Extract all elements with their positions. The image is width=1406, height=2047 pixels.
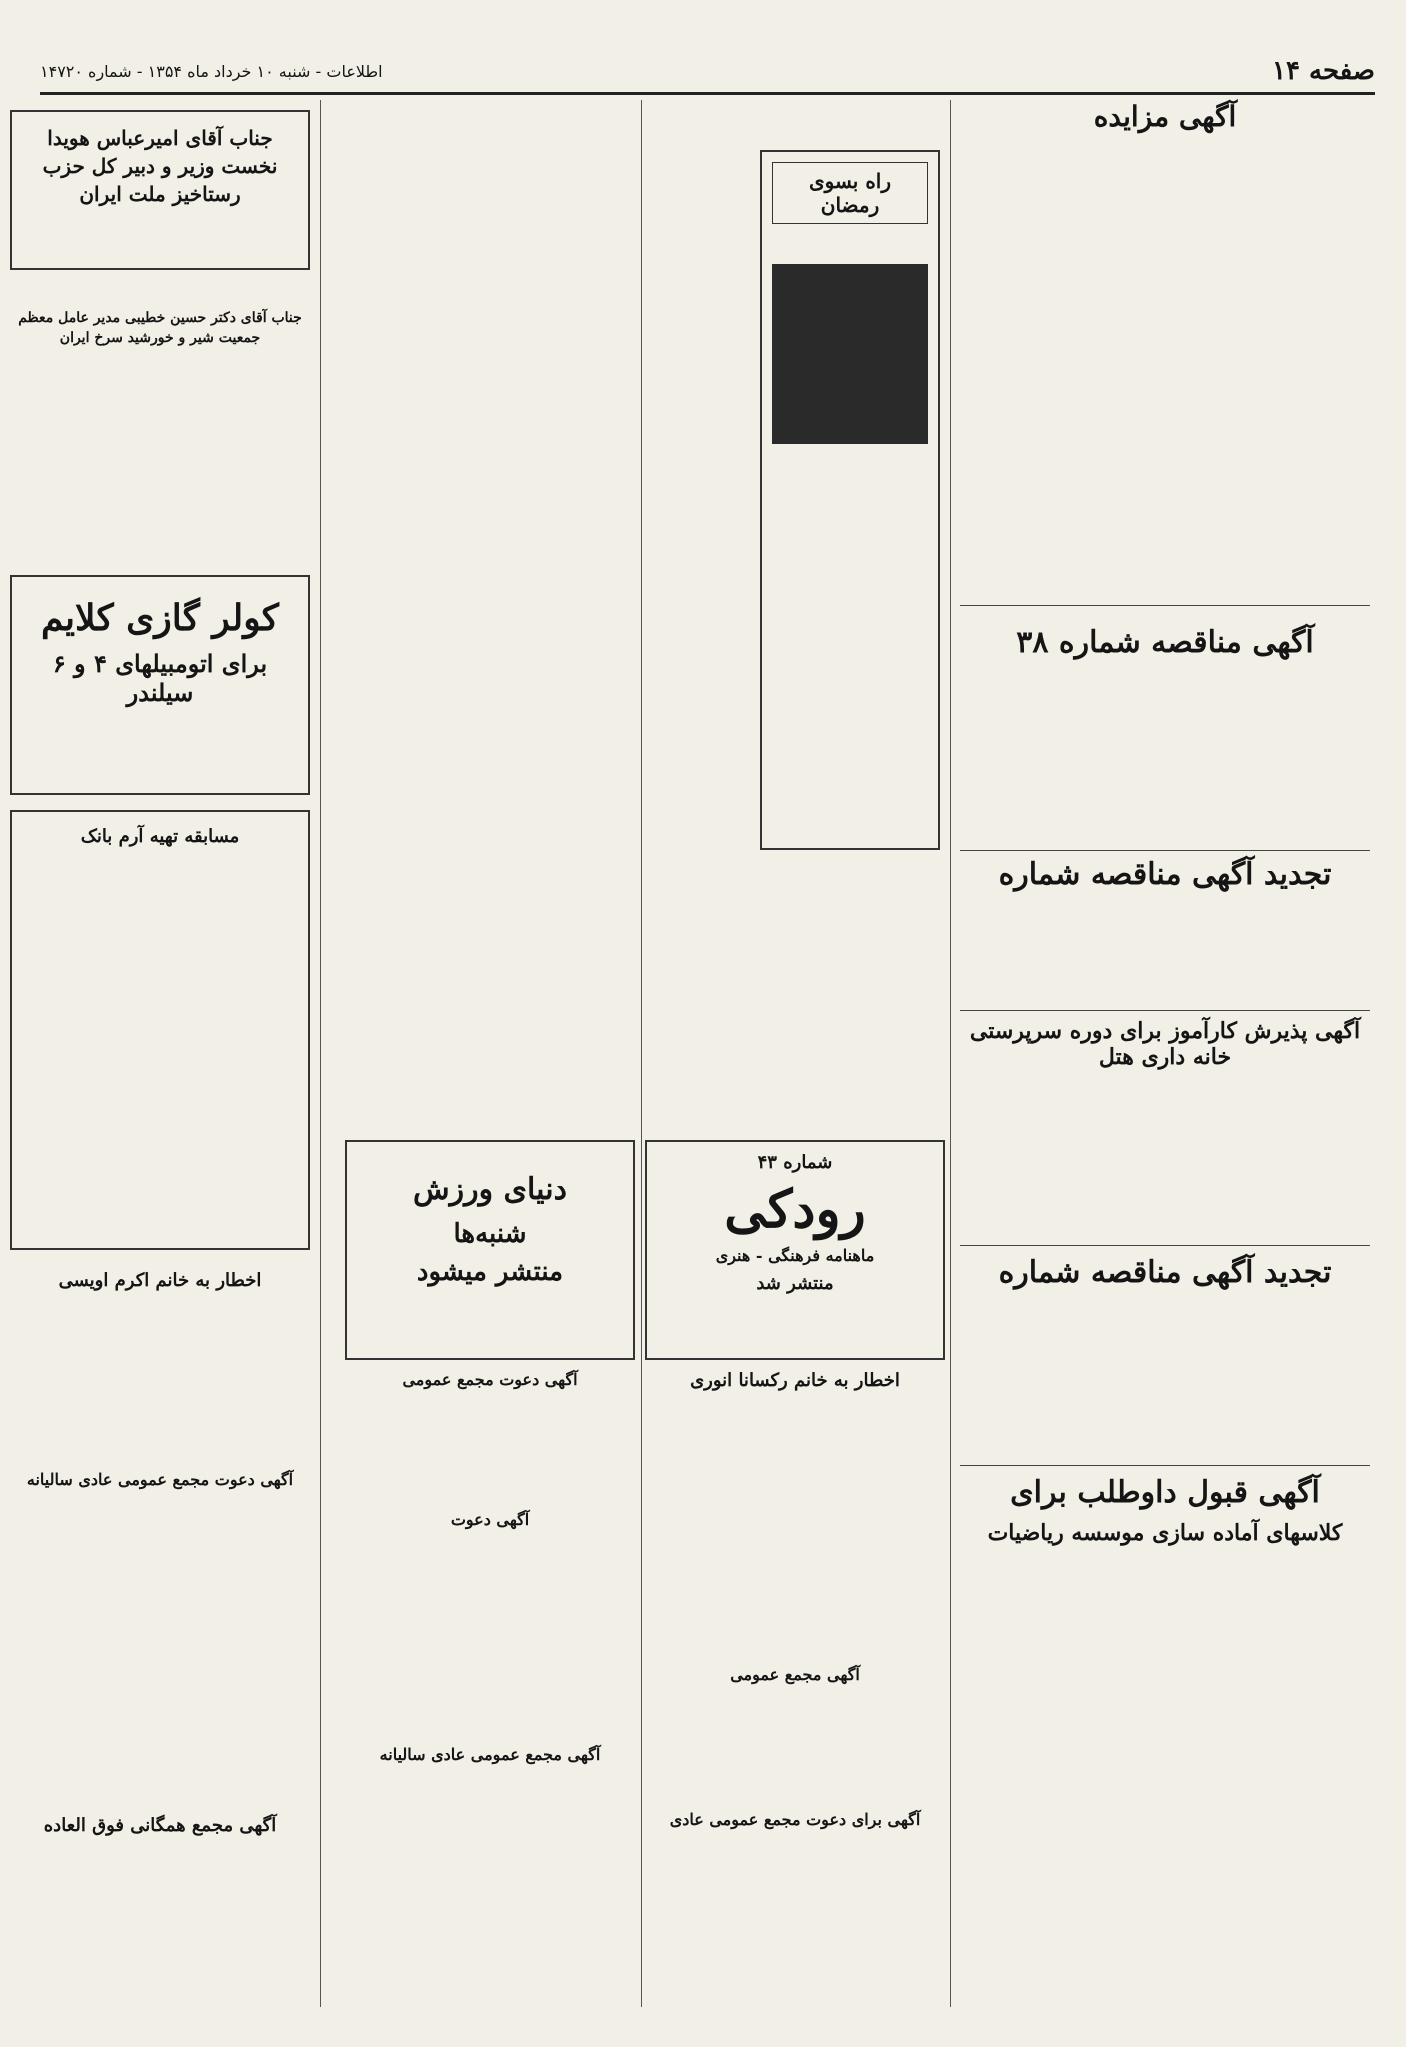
feature-box xyxy=(760,150,940,850)
condolence-line: نخست وزیر و دبیر کل حزب xyxy=(42,154,278,178)
thanks-title: جناب آقای دکتر حسین خطیبی مدیر عامل معظم xyxy=(18,310,302,326)
ad-title: آگهی مزایده xyxy=(1093,100,1237,133)
magazine-subtitle: ماهنامه فرهنگی - هنری xyxy=(715,1246,875,1265)
issue-line: اطلاعات - شنبه ۱۰ خرداد ماه ۱۳۵۴ - شماره ۱۴۷۲۰ xyxy=(40,61,383,81)
notice-title: آگهی برای دعوت مجمع عمومی عادی xyxy=(669,1810,921,1829)
ad-box xyxy=(645,1140,945,1360)
magazine-title: رودکی xyxy=(724,1179,866,1240)
separator xyxy=(960,850,1370,851)
column-rule xyxy=(320,100,321,2007)
ad-title: تجدید آگهی مناقصه شماره xyxy=(998,857,1332,892)
ad-title: مسابقه تهیه آرم بانک xyxy=(80,826,240,847)
ad-title: کولر گازی کلایم xyxy=(41,597,279,639)
ad-subtitle: برای اتومبیلهای ۴ و ۶ سیلندر xyxy=(52,649,268,707)
ad-title: تجدید آگهی مناقصه شماره xyxy=(998,1255,1332,1290)
notice-title: اخطار به خانم رکسانا انوری xyxy=(690,1370,900,1391)
condolence-line: رستاخیز ملت ایران xyxy=(79,182,241,206)
ad-box xyxy=(10,810,310,1250)
notice-title: آگهی دعوت مجمع عمومی عادی سالیانه xyxy=(26,1470,294,1489)
condolence-line: جناب آقای امیرعباس هویدا xyxy=(47,126,273,150)
column-rule xyxy=(641,100,642,2007)
thanks-subtitle: جمعیت شیر و خورشید سرخ ایران xyxy=(59,330,261,346)
ad-box xyxy=(10,575,310,795)
notice-title: آگهی مجمع عمومی xyxy=(730,1665,860,1684)
notice-title: آگهی مجمع عمومی عادی سالیانه xyxy=(379,1745,601,1764)
ad-line: منتشر میشود xyxy=(416,1257,564,1287)
page-header xyxy=(40,50,1375,95)
separator xyxy=(960,605,1370,606)
notice-title: اخطار به خانم اکرم اویسی xyxy=(58,1270,262,1291)
notice-title: آگهی مجمع همگانی فوق العاده xyxy=(43,1815,277,1836)
magazine-status: منتشر شد xyxy=(756,1273,834,1294)
photo xyxy=(772,264,928,444)
ad-box xyxy=(345,1140,635,1360)
separator xyxy=(960,1010,1370,1011)
ad-title: دنیای ورزش xyxy=(413,1172,567,1207)
ad-title: آگهی قبول داوطلب برای xyxy=(1010,1475,1320,1510)
separator xyxy=(960,1245,1370,1246)
column-rule xyxy=(950,100,951,2007)
issue-number: شماره ۴۳ xyxy=(757,1152,833,1173)
separator xyxy=(960,1465,1370,1466)
ad-subtitle: کلاسهای آماده سازی موسسه ریاضیات xyxy=(987,1520,1343,1546)
ad-title: آگهی مناقصه شماره ۳۸ xyxy=(1016,625,1314,660)
feature-label: راه بسوی رمضان xyxy=(772,162,928,224)
notice-title: آگهی دعوت xyxy=(450,1510,530,1529)
notice-title: آگهی دعوت مجمع عمومی xyxy=(402,1370,578,1389)
ad-title: آگهی پذیرش کارآموز برای دوره سرپرستی خانه داری هتل xyxy=(969,1018,1361,1070)
page-number: صفحه ۱۴ xyxy=(1272,56,1375,86)
condolence-box xyxy=(10,110,310,270)
ad-line: شنبه‌ها xyxy=(453,1219,527,1249)
